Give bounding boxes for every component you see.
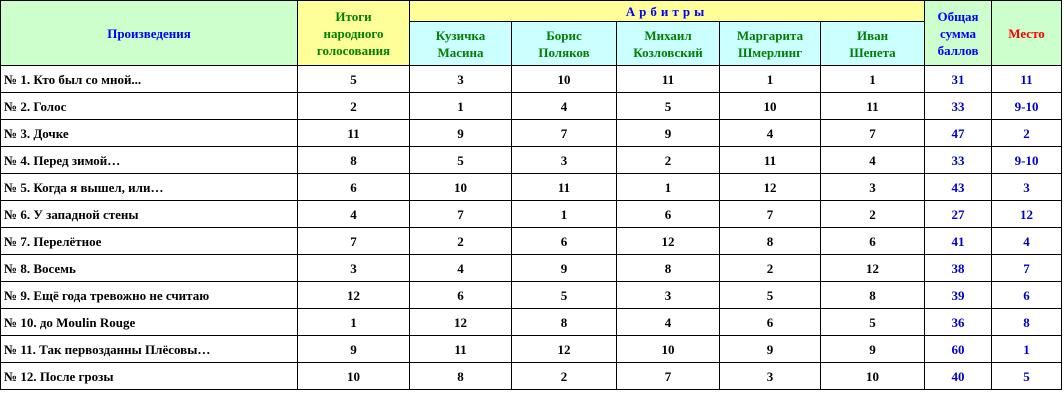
total-score-cell: 36 xyxy=(925,309,992,336)
score-masina-cell: 6 xyxy=(410,282,512,309)
popular-vote-cell: 9 xyxy=(298,336,410,363)
table-row xyxy=(1,282,1062,309)
score-masina-cell: 10 xyxy=(410,174,512,201)
popular-vote-cell: 11 xyxy=(298,120,410,147)
score-shepeta-cell: 8 xyxy=(821,282,925,309)
place-cell: 8 xyxy=(992,309,1062,336)
popular-vote-cell: 1 xyxy=(298,309,410,336)
score-polyakov-cell: 12 xyxy=(512,336,617,363)
score-shepeta-cell: 2 xyxy=(821,201,925,228)
score-polyakov-cell: 4 xyxy=(512,93,617,120)
score-shmerling-cell: 11 xyxy=(720,147,821,174)
popular-vote-cell: 3 xyxy=(298,255,410,282)
header-arbiters: Арбитры xyxy=(410,1,925,22)
score-masina-cell: 1 xyxy=(410,93,512,120)
place-cell: 4 xyxy=(992,228,1062,255)
score-kozlovsky-cell: 9 xyxy=(617,120,720,147)
total-score-cell: 27 xyxy=(925,201,992,228)
place-cell: 5 xyxy=(992,363,1062,390)
work-title-cell: № 7. Перелётное xyxy=(1,228,298,255)
score-kozlovsky-cell: 5 xyxy=(617,93,720,120)
total-score-cell: 41 xyxy=(925,228,992,255)
score-kozlovsky-cell: 1 xyxy=(617,174,720,201)
score-shepeta-cell: 9 xyxy=(821,336,925,363)
score-shmerling-cell: 3 xyxy=(720,363,821,390)
header-judge-polyakov: Борис Поляков xyxy=(512,22,617,66)
score-masina-cell: 8 xyxy=(410,363,512,390)
score-shepeta-cell: 7 xyxy=(821,120,925,147)
popular-vote-cell: 8 xyxy=(298,147,410,174)
header-judge-shepeta: Иван Шепета xyxy=(821,22,925,66)
score-shepeta-cell: 3 xyxy=(821,174,925,201)
table-row xyxy=(1,228,1062,255)
score-masina-cell: 4 xyxy=(410,255,512,282)
score-kozlovsky-cell: 6 xyxy=(617,201,720,228)
score-kozlovsky-cell: 11 xyxy=(617,66,720,93)
score-kozlovsky-cell: 10 xyxy=(617,336,720,363)
score-masina-cell: 2 xyxy=(410,228,512,255)
table-row xyxy=(1,336,1062,363)
popular-vote-cell: 6 xyxy=(298,174,410,201)
header-works: Произведения xyxy=(1,1,298,66)
score-kozlovsky-cell: 2 xyxy=(617,147,720,174)
score-shepeta-cell: 6 xyxy=(821,228,925,255)
total-score-cell: 60 xyxy=(925,336,992,363)
place-cell: 3 xyxy=(992,174,1062,201)
header-judge-kozlovsky: Михаил Козловский xyxy=(617,22,720,66)
score-masina-cell: 5 xyxy=(410,147,512,174)
score-shepeta-cell: 12 xyxy=(821,255,925,282)
work-title-cell: № 3. Дочке xyxy=(1,120,298,147)
place-cell: 11 xyxy=(992,66,1062,93)
header-place: Место xyxy=(992,1,1062,66)
score-polyakov-cell: 3 xyxy=(512,147,617,174)
score-shmerling-cell: 8 xyxy=(720,228,821,255)
work-title-cell: № 11. Так первозданны Плёсовы… xyxy=(1,336,298,363)
work-title-cell: № 9. Ещё года тревожно не считаю xyxy=(1,282,298,309)
score-shepeta-cell: 11 xyxy=(821,93,925,120)
score-shmerling-cell: 6 xyxy=(720,309,821,336)
work-title-cell: № 1. Кто был со мной... xyxy=(1,66,298,93)
score-shepeta-cell: 4 xyxy=(821,147,925,174)
work-title-cell: № 2. Голос xyxy=(1,93,298,120)
score-shmerling-cell: 2 xyxy=(720,255,821,282)
work-title-cell: № 10. до Moulin Rouge xyxy=(1,309,298,336)
table-body xyxy=(1,66,1062,390)
work-title-cell: № 12. После грозы xyxy=(1,363,298,390)
score-shmerling-cell: 5 xyxy=(720,282,821,309)
score-shepeta-cell: 5 xyxy=(821,309,925,336)
place-cell: 7 xyxy=(992,255,1062,282)
score-masina-cell: 7 xyxy=(410,201,512,228)
score-shmerling-cell: 1 xyxy=(720,66,821,93)
score-polyakov-cell: 1 xyxy=(512,201,617,228)
score-shmerling-cell: 10 xyxy=(720,93,821,120)
place-cell: 9-10 xyxy=(992,147,1062,174)
score-polyakov-cell: 2 xyxy=(512,363,617,390)
total-score-cell: 40 xyxy=(925,363,992,390)
total-score-cell: 39 xyxy=(925,282,992,309)
popular-vote-cell: 5 xyxy=(298,66,410,93)
table-row xyxy=(1,255,1062,282)
popular-vote-cell: 7 xyxy=(298,228,410,255)
score-shmerling-cell: 9 xyxy=(720,336,821,363)
score-polyakov-cell: 6 xyxy=(512,228,617,255)
score-shepeta-cell: 10 xyxy=(821,363,925,390)
score-masina-cell: 3 xyxy=(410,66,512,93)
header-popular-vote: Итоги народного голосования xyxy=(298,1,410,66)
score-kozlovsky-cell: 8 xyxy=(617,255,720,282)
total-score-cell: 47 xyxy=(925,120,992,147)
score-polyakov-cell: 11 xyxy=(512,174,617,201)
work-title-cell: № 5. Когда я вышел, или… xyxy=(1,174,298,201)
place-cell: 12 xyxy=(992,201,1062,228)
place-cell: 6 xyxy=(992,282,1062,309)
place-cell: 2 xyxy=(992,120,1062,147)
table-row xyxy=(1,201,1062,228)
table-row xyxy=(1,120,1062,147)
total-score-cell: 43 xyxy=(925,174,992,201)
total-score-cell: 31 xyxy=(925,66,992,93)
popular-vote-cell: 2 xyxy=(298,93,410,120)
score-kozlovsky-cell: 12 xyxy=(617,228,720,255)
total-score-cell: 33 xyxy=(925,93,992,120)
table-row xyxy=(1,309,1062,336)
score-kozlovsky-cell: 3 xyxy=(617,282,720,309)
table-row xyxy=(1,174,1062,201)
table-row xyxy=(1,147,1062,174)
header-total: Общая сумма баллов xyxy=(925,1,992,66)
score-shepeta-cell: 1 xyxy=(821,66,925,93)
place-cell: 1 xyxy=(992,336,1062,363)
header-judge-shmerling: Маргарита Шмерлинг xyxy=(720,22,821,66)
popular-vote-cell: 4 xyxy=(298,201,410,228)
table-row xyxy=(1,93,1062,120)
score-polyakov-cell: 5 xyxy=(512,282,617,309)
place-cell: 9-10 xyxy=(992,93,1062,120)
work-title-cell: № 6. У западной стены xyxy=(1,201,298,228)
header-judge-masina: Кузичка Масина xyxy=(410,22,512,66)
score-shmerling-cell: 12 xyxy=(720,174,821,201)
work-title-cell: № 8. Восемь xyxy=(1,255,298,282)
table-row xyxy=(1,363,1062,390)
score-polyakov-cell: 7 xyxy=(512,120,617,147)
popular-vote-cell: 12 xyxy=(298,282,410,309)
score-kozlovsky-cell: 7 xyxy=(617,363,720,390)
score-polyakov-cell: 8 xyxy=(512,309,617,336)
total-score-cell: 33 xyxy=(925,147,992,174)
popular-vote-cell: 10 xyxy=(298,363,410,390)
score-masina-cell: 9 xyxy=(410,120,512,147)
score-masina-cell: 11 xyxy=(410,336,512,363)
score-masina-cell: 12 xyxy=(410,309,512,336)
score-polyakov-cell: 10 xyxy=(512,66,617,93)
score-shmerling-cell: 7 xyxy=(720,201,821,228)
table-row xyxy=(1,66,1062,93)
score-shmerling-cell: 4 xyxy=(720,120,821,147)
work-title-cell: № 4. Перед зимой… xyxy=(1,147,298,174)
score-kozlovsky-cell: 4 xyxy=(617,309,720,336)
score-polyakov-cell: 9 xyxy=(512,255,617,282)
total-score-cell: 38 xyxy=(925,255,992,282)
